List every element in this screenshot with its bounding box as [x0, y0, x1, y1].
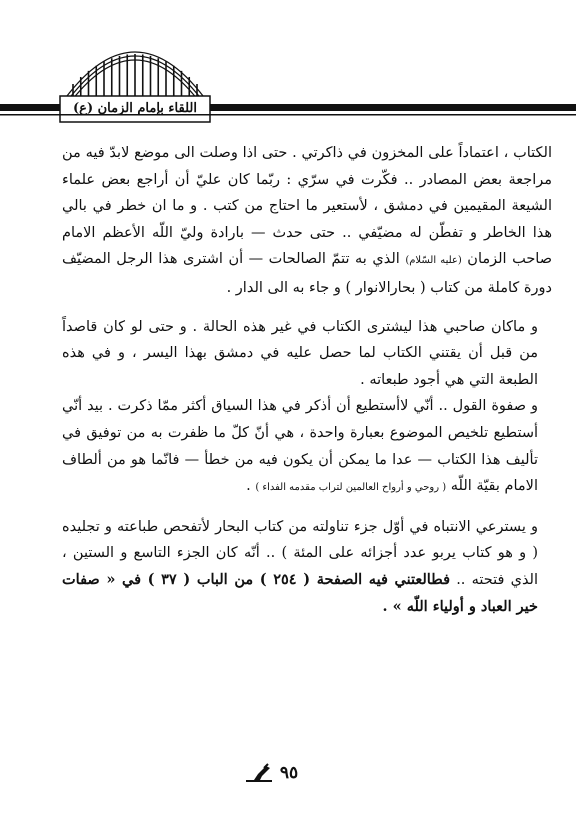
paragraph-1 — [62, 140, 552, 302]
paragraph-1-text: الكتاب ، اعتماداً على المخزون في ذاكرتي . حتى اذا وصلت الى موضع لابدّ فيه من مراجعة بعض المصادر .. فكّرت في سرّي : ربّما كان عليّ أن أراجع بعض علماء الشيعة المقيمين في دمشق ، لأستعير ما احتاج من كتب . و ما ان خطر في بالي هذا الخاطر و تفطّن له مضيّفي .. حتى حدث — بارادة وليّ اللّه الأعظم الامام صاحب الزمان — [62, 145, 553, 268]
paragraph-2: و ماكان صاحبي هذا ليشترى الكتاب في غير هذه الحالة . و حتى لو كان قاصداً من قبل أن يقتني الكتاب لما حصل عليه في دمشق بهذا اليسر ، و في هذه الطبعة التي هي أجود طبعاته . — [62, 318, 538, 388]
paragraph-3-small: ( روحي و أرواح العالمين لتراب مقدمه الفداء ) — [255, 482, 447, 494]
paragraph-3 — [62, 393, 552, 501]
paragraph-4-text: و يسترعي الانتباه في أوّل جزء تناولته من كتاب البحار لأتفحص طباعته و تجليده ( و هو كتاب يربو عدد أجزائه على المئة ) .. أنّه كان الجزء التاسع و الستين ، الذي فتحته .. — [62, 518, 539, 588]
page-footer — [226, 758, 316, 788]
header-title: اللقاء بإمام الزمان (ع) — [73, 101, 197, 116]
paragraph-4 — [62, 514, 552, 620]
page-body — [62, 140, 552, 620]
paragraph-3-text: و صفوة القول .. أنّي لاأستطيع أن أذكر في هذا السياق أكثر ممّا ذكرت . بيد أنّي أستطيع تلخيص الموضوع بعبارة واحدة ، هي أنّ كلّ ما ظفرت به من توفيق في تأليف هذا الكتاب — عدا ما يمكن أن يكون فيه من خطأ — فانّما هو من ألطاف الامام بقيّة اللّه — [62, 398, 538, 495]
page-number: ٩٥ — [279, 763, 299, 783]
paragraph-1-end: الذي به تتمّ الصالحات — أن اشترى هذا الرجل المضيّف دورة كاملة من كتاب ( بحارالانوار ) و جاء به الى الدار . — [62, 251, 552, 296]
paragraph-3-end: . — [246, 478, 251, 495]
pen-hand-icon — [244, 762, 274, 784]
honorific-text: (عليه السّلام) — [405, 255, 462, 267]
paragraph-4-bold: فطالعتني فيه الصفحة ( ٢٥٤ ) من الباب ( ٣٧ ) في « صفات خير العباد و أولياء اللّه » . — [62, 570, 538, 615]
